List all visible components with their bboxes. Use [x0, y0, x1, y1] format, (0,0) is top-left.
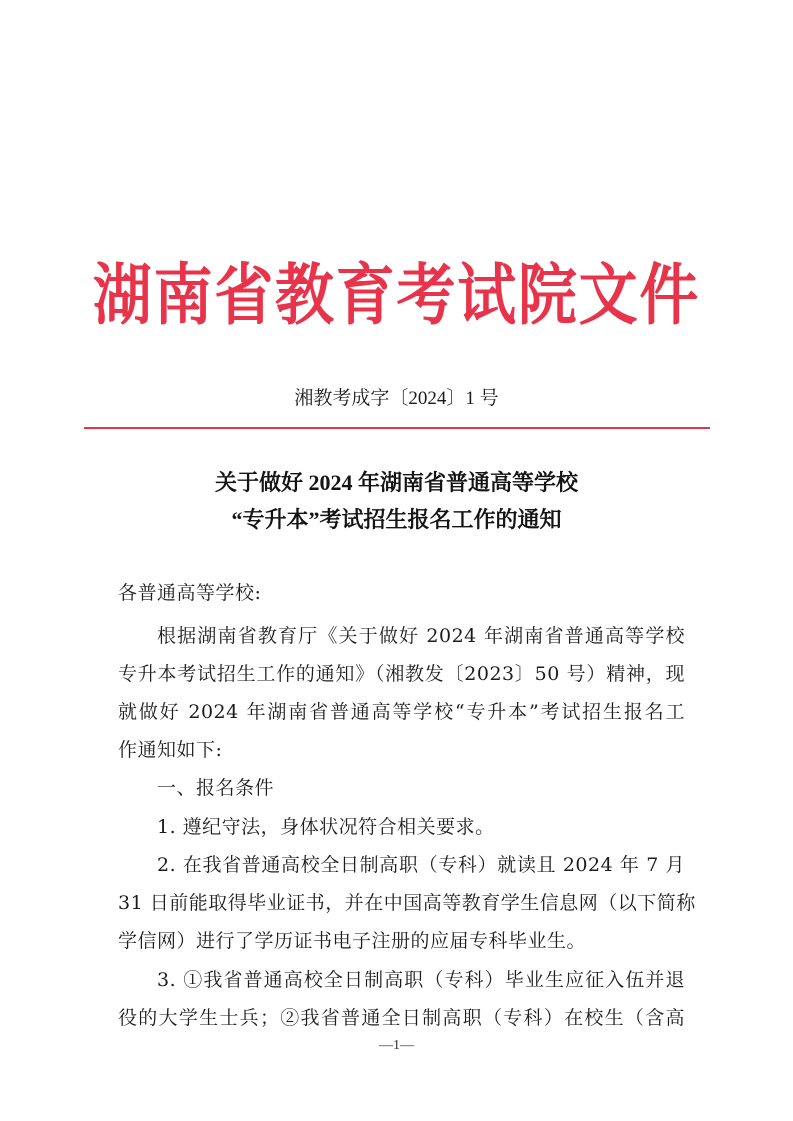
list-item-continuation: 31 日前能取得毕业证书，并在中国高等教育学生信息网（以下简称	[118, 892, 696, 914]
page-number: —1—	[379, 1038, 414, 1053]
list-item: 3. ①我省普通高校全日制高职（专科）毕业生应征入伍并退	[157, 969, 685, 991]
list-item: 2. 在我省普通高校全日制高职（专科）就读且 2024 年 7 月	[157, 854, 685, 876]
list-item: 1. 遵纪守法，身体状况符合相关要求。	[157, 816, 495, 838]
red-divider-line	[84, 427, 710, 429]
paragraph-line: 就做好 2024 年湖南省普通高等学校“专升本”考试招生报名工	[118, 701, 685, 723]
document-number: 湘教考成字〔2024〕1 号	[294, 388, 499, 409]
list-item-continuation: 学信网）进行了学历证书电子注册的应届专科毕业生。	[118, 930, 587, 952]
salutation: 各普通高等学校:	[118, 582, 262, 604]
paragraph-line: 专升本考试招生工作的通知》（湘教发〔2023〕50 号）精神，现	[118, 663, 685, 685]
issuer-header-title: 湖南省教育考试院文件	[92, 256, 701, 335]
paragraph-line: 作通知如下:	[118, 739, 223, 761]
document-title-line-2: “专升本”考试招生报名工作的通知	[231, 507, 562, 532]
document-title-line-1: 关于做好 2024 年湖南省普通高等学校	[214, 470, 578, 495]
section-heading: 一、报名条件	[157, 777, 275, 799]
paragraph-line: 根据湖南省教育厅《关于做好 2024 年湖南省普通高等学校	[157, 625, 685, 647]
list-item-continuation: 役的大学生士兵；②我省普通全日制高职（专科）在校生（含高	[118, 1007, 685, 1029]
